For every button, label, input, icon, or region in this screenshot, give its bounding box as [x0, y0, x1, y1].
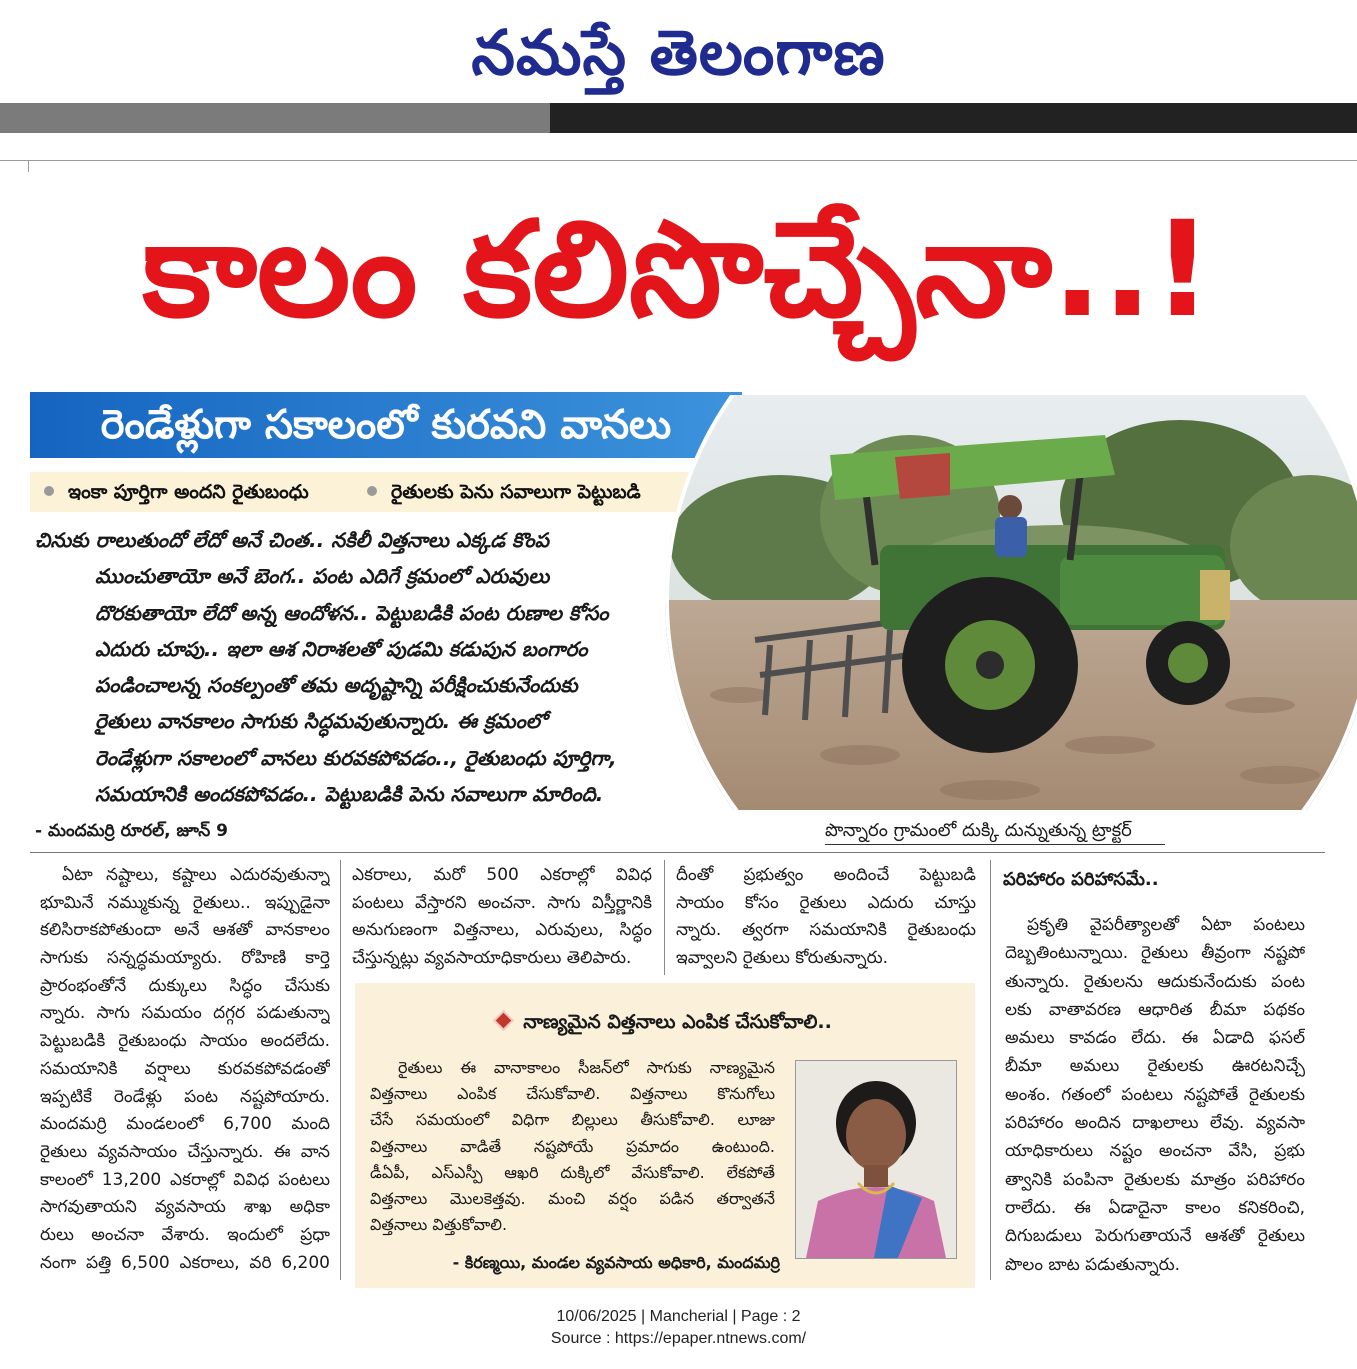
sidebar-heading: పరిహారం పరిహాసమే..: [1003, 869, 1159, 890]
photo-caption: పొన్నారం గ్రామంలో దుక్కి దున్నుతున్న ట్రాక్టర్: [825, 818, 1165, 845]
column-line: న్నారు. సాగు సమయం దగ్గర పడుతున్నా: [40, 1003, 330, 1024]
column-line: రాలేదు. ఈ ఏడాదైనా కాలం కనికరించి,: [1005, 1197, 1305, 1218]
intro-line: రైతులు వానకాలం సాగుకు సిద్ధమవుతున్నారు. ఈ క్రమంలో: [95, 709, 547, 734]
column-line: పొలం బాట పడుతున్నారు.: [1005, 1254, 1181, 1275]
intro-line: రెండేళ్లుగా సకాలంలో వానలు కురవకపోవడం.., రైతుబంధు పూర్తిగా,: [95, 745, 617, 770]
box-heading-text: నాణ్యమైన విత్తనాలు ఎంపిక చేసుకోవాలి..: [523, 1011, 832, 1033]
column-line: కాలంలో 13,200 ఎకరాల్లో వివిధ పంటలు: [40, 1169, 330, 1190]
bullet-item: [367, 472, 692, 512]
tractor-photo: [660, 395, 1357, 810]
box-attribution: - కిరణ్మయి, మండల వ్యవసాయ అధికారి, మందమర్రి: [452, 1253, 780, 1272]
footer-edition-line: 10/06/2025 | Mancherial | Page : 2: [556, 1308, 801, 1325]
column-line: లకు వాతావరణ ఆధారిత బీమా పథకం: [1005, 999, 1305, 1020]
column-line: పరిహారం అందిన దాఖలాలు లేవు. వ్యవసా: [1005, 1113, 1305, 1134]
column-line: చేస్తున్నట్లు వ్యవసాయాధికారులు తెలిపారు.: [352, 948, 632, 969]
neck: [864, 1165, 888, 1187]
column-line: యాధికారులు నష్టం అంచనా వేసి, ప్రభు: [1005, 1141, 1305, 1162]
bullet-item: [44, 472, 364, 512]
footer-source-line: Source : https://epaper.ntnews.com/: [550, 1330, 807, 1347]
column-line: కలిసిరాకపోతుందా అనే ఆశతో వానకాలం: [40, 920, 330, 941]
officer-photo-image: [796, 1061, 956, 1258]
box-heading: [355, 1007, 975, 1037]
intro-paragraph: [35, 522, 645, 812]
column-line: ప్రారంభంతోనే దుక్కులు సిద్ధం చేసుకు: [40, 975, 330, 996]
column-line: అమలు కావడం లేదు. ఈ ఏడాది ఫసల్: [1005, 1028, 1305, 1049]
column-2: [352, 862, 652, 973]
subheadline-text: రెండేళ్లుగా సకాలంలో కురవని వానలు: [100, 402, 672, 448]
column-divider: [340, 860, 341, 1280]
column-line: ఎకరాలు, మరో 500 ఎకరాల్లో వివిధ: [352, 865, 652, 885]
column-line: సాయం కోసం రైతులు ఎదురు చూస్తు: [676, 892, 976, 913]
column-line: భూమినే నమ్ముకున్న రైతులు.. ఇప్పుడైనా: [40, 892, 330, 913]
diamond-icon: [496, 1013, 512, 1029]
column-3: [676, 862, 976, 973]
columns-divider: [30, 852, 1325, 853]
column-line: దీంతో ప్రభుత్వం అందించే పెట్టుబడి: [676, 865, 976, 885]
bullet-strip: [30, 472, 695, 512]
box-line: విత్తనాలు వాడితే నష్టపోయే ప్రమాదం ఉంటుంది.: [370, 1136, 775, 1156]
column-line: దెబ్బతింటున్నాయి. రైతులు తీవ్రంగా నష్టపో: [1005, 943, 1305, 964]
column-line: రులు అంచనా వేశారు. ఇందులో ప్రధా: [40, 1224, 330, 1245]
column-line: పెట్టుబడికి రైతుబంధు సాయం అందలేదు.: [40, 1031, 330, 1052]
tractor-photo-image: [660, 395, 1357, 810]
intro-line: సమయానికి అందకపోవడం.. పెట్టుబడికి పెను సవాలుగా మారింది.: [95, 782, 604, 807]
driver-head: [998, 495, 1022, 519]
column-line: అనుగుణంగా విత్తనాలు, ఎరువులు, సిద్ధం: [352, 920, 652, 941]
box-line: చేసే సమయంలో విధిగా బిల్లులు తీసుకోవాలి. లూజు: [370, 1110, 775, 1130]
intro-line: దొరకుతాయో లేదో అన్న ఆందోళన.. పెట్టుబడికి పంట రుణాల కోసం: [95, 600, 609, 625]
intro-line: ముంచుతాయో అనే బెంగ.. పంట ఎదిగే క్రమంలో ఎరువులు: [95, 564, 550, 589]
column-line: ఇప్పటికే రెండేళ్లు పంట నష్టపోయారు.: [40, 1086, 330, 1107]
masthead-bar-left: [0, 103, 550, 133]
bullet-text: రైతులకు పెను సవాలుగా పెట్టుబడి: [391, 481, 641, 503]
column-line: దిగుబడులు పెరుగుతాయనే ఆశతో రైతులు: [1005, 1226, 1305, 1247]
column-line: సాగవుతాయని వ్యవసాయ శాఖ అధికా: [40, 1197, 330, 1218]
dateline: - మందమర్రి రూరల్, జూన్ 9: [35, 821, 228, 841]
column-line: సమయానికి వర్షాలు కురవకపోవడంతో: [40, 1058, 330, 1079]
box-paragraph: [370, 1055, 775, 1238]
box-line: విత్తనాలు ఎంపిక చేసుకోవాలి. విత్తనాలు కొనుగోలు: [370, 1084, 775, 1104]
headline: కాలం కలిసొచ్చేనా..!: [142, 193, 1213, 347]
masthead-bar-right: [550, 103, 1357, 133]
column-line: రైతులు వ్యవసాయం చేస్తున్నారు. ఈ వాన: [40, 1141, 330, 1162]
bullet-icon: [44, 486, 54, 496]
box-line: విత్తనాలు విత్తుకోవాలి.: [370, 1215, 508, 1235]
column-line: పంటలు వేస్తారని అంచనా. సాగు విస్తీర్ణానికి: [352, 892, 652, 913]
column-line: అంశం. గతంలో పంటలు నష్టపోతే రైతులకు: [1005, 1084, 1305, 1105]
left-divider: [28, 160, 29, 172]
intro-line: చినుకు రాలుతుందో లేదో అనే చింత.. నకిలీ విత్తనాలు ఎక్కడ కొంప: [35, 528, 549, 552]
masthead-title: నమస్తే తెలంగాణ: [471, 16, 886, 89]
column-line: త్వానికి పంపినా రైతులకు మాత్రం పరిహారం: [1005, 1169, 1305, 1190]
column-line: మందమర్రి మండలంలో 6,700 మంది: [40, 1114, 330, 1135]
column-line: బీమా అమలు రైతులకు ఊరటనిచ్చే: [1005, 1056, 1305, 1077]
column-line: న్నారు. త్వరగా సమయానికి రైతుబంధు: [676, 920, 976, 941]
box-line: రైతులు ఈ వానాకాలం సీజన్‌లో సాగుకు నాణ్యమైన: [398, 1058, 775, 1077]
box-line: విత్తనాలు మొలకెత్తవు. మంచి వర్షం పడిన తర్వాతనే: [370, 1188, 775, 1208]
face: [846, 1099, 906, 1171]
officer-photo: [795, 1060, 957, 1259]
box-line: డీఏపీ, ఎస్ఎస్పీ ఆఖరి దుక్కిలో వేసుకోవాలి. లేకపోతే: [370, 1162, 775, 1182]
column-line: ఇవ్వాలని రైతులు కోరుతున్నారు.: [676, 948, 889, 969]
driver-body: [995, 517, 1027, 557]
column-line: తున్నారు. రైతులను ఆదుకునేందుకు పంట: [1005, 971, 1305, 992]
column-divider: [990, 860, 991, 1280]
column-divider: [664, 860, 665, 975]
column-4: [1005, 911, 1305, 1279]
advice-box: [355, 983, 975, 1288]
saree: [806, 1187, 946, 1258]
bullet-icon: [367, 486, 377, 496]
column-line: ఏటా నష్టాలు, కష్టాలు ఎదురవుతున్నా: [62, 865, 330, 885]
intro-line: ఎదురు చూపు.. ఇలా ఆశ నిరాశలతో పుడమి కడుపున బంగారం: [95, 636, 588, 661]
subheadline-banner: [30, 392, 742, 458]
bullet-text: ఇంకా పూర్తిగా అందని రైతుబంధు: [68, 481, 309, 503]
column-line: సాగుకు సన్నద్ధమయ్యారు. రోహిణి కార్తె: [40, 948, 330, 969]
column-line: నంగా పత్తి 6,500 ఎకరాలు, వరి 6,200: [40, 1252, 330, 1273]
intro-line: పండించాలన్న సంకల్పంతో తమ అదృష్టాన్ని పరీక్షించుకునేందుకు: [95, 673, 578, 698]
top-divider: [0, 160, 1357, 161]
column-line: ప్రకృతి వైపరీత్యాలతో ఏటా పంటలు: [1027, 915, 1305, 935]
column-1: [40, 862, 330, 1277]
